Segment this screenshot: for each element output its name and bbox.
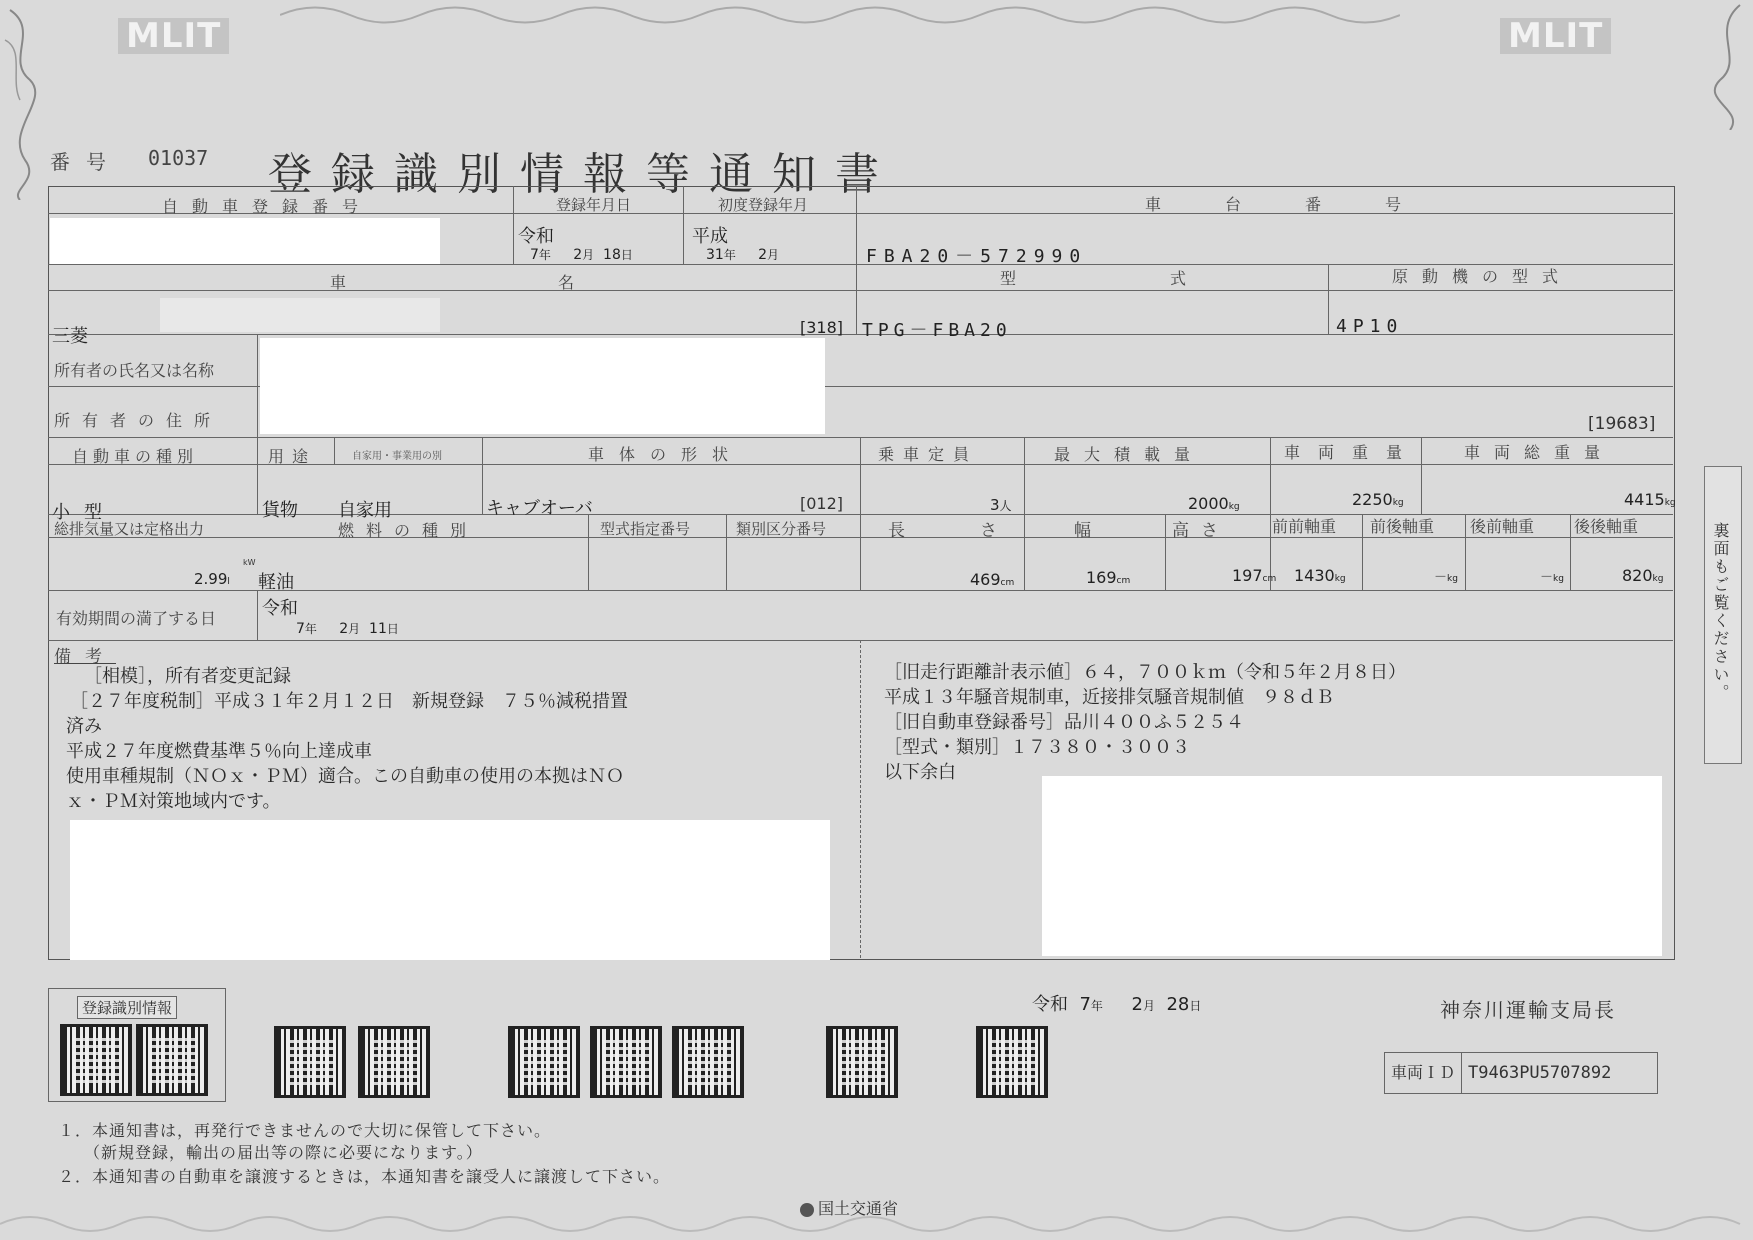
ministry-name: 国土交通省 [800,1196,898,1219]
ff-axle-value: 1430kg [1294,566,1346,585]
vehicle-type-label: 自動車の種別 [72,447,199,466]
max-load-value: 2000kg [1188,494,1240,513]
reg-date-label: 登録年月日 [556,196,632,214]
vehicle-id-box [1384,1052,1658,1094]
remarks-label: 備考 [54,647,116,667]
width-value: 169cm [1086,568,1131,587]
chassis-value: FBA20－572990 [866,246,1088,267]
chassis-label: 車台番号 [1145,195,1466,214]
height-label: 高さ [1172,521,1230,541]
car-name-label-2: 名 [558,273,583,292]
engine-label: 原動機の型式 [1392,267,1573,286]
model-label-2: 式 [1170,269,1195,288]
redacted-owner [260,338,825,434]
length-label-2: さ [980,521,997,541]
ministry-emblem-icon [800,1203,814,1217]
redacted-reg-number [50,218,440,264]
weight-label: 車両重量 [1284,443,1421,462]
remark-left-5: 使用車種規制（ＮＯｘ・ＰＭ）適合。この自動車の使用の本拠はＮＯ [66,766,624,787]
ornament-top-border [280,0,1400,30]
ornament-top-right [1690,0,1753,130]
number-value: 01037 [148,146,209,170]
use-label: 用途 [268,447,317,466]
rf-axle-label: 後前軸重 [1470,517,1535,536]
qr-code-8 [826,1026,898,1098]
expiry-era: 令和 [262,598,298,619]
max-load-label: 最大積載量 [1054,445,1205,464]
model-label-1: 型 [1000,269,1025,288]
body-label: 車体の形状 [588,445,744,464]
remark-right-3: ［旧自動車登録番号］品川４００ふ５２５４ [884,712,1244,733]
rr-axle-value: 820kg [1622,566,1664,585]
car-name-value: 三菱 [52,326,88,347]
qr-code-7 [672,1026,744,1098]
remark-left-6: ｘ・ＰＭ対策地域内です。 [66,791,281,812]
use-value: 貨物 [262,500,298,521]
vehicle-id-value: T9463PU5707892 [1468,1063,1612,1083]
length-value: 469cm [970,570,1015,589]
reg-day: 18 [603,247,621,263]
expiry-date: 7年 2月 11日 [296,621,399,637]
remark-left-1: ［相模］，所有者変更記録 [84,666,291,687]
side-note: 裏面もご覧ください。 [1711,522,1730,702]
width-label: 幅 [1074,521,1091,541]
length-label-1: 長 [888,521,905,541]
footer-note-2: ２．本通知書の自動車を譲渡するときは，本通知書を譲受人に譲渡して下さい。 [58,1167,671,1186]
owner-name-label: 所有者の氏名又は名称 [54,361,215,380]
qr-code-1 [60,1024,132,1096]
reg-month: 2 [573,247,583,263]
first-reg-date: 31年 2月 [706,247,780,263]
gross-weight-label: 車両総重量 [1464,443,1615,462]
vehicle-id-label: 車両ＩＤ [1385,1053,1462,1093]
engine-value: 4P10 [1336,316,1404,337]
qr-code-9 [976,1026,1048,1098]
qr-code-5 [508,1026,580,1098]
issue-date: 令和 7年 2月 28日 [1032,994,1202,1015]
remark-left-4: 平成２７年度燃費基準５％向上達成車 [66,741,372,762]
reg-number-label: 自動車登録番号 [162,197,373,216]
remarks-right [884,660,1406,785]
remark-left-2: ［２７年度税制］平成３１年２月１２日 新規登録 ７５％減税措置 [70,691,628,712]
remark-left-3: 済み [66,716,102,737]
height-value: 197cm [1232,566,1277,585]
reg-date: 7年 2月 18日 [530,247,633,263]
capacity-value: 3人 [990,496,1012,514]
issue-era: 令和 [1032,994,1068,1015]
remark-right-2: 平成１３年騒音規制車，近接排気騒音規制値 ９８ｄＢ [884,687,1334,708]
remarks-left [66,664,628,814]
footer-note-1b: （新規登録，輸出の届出等の際に必要になります。） [84,1143,483,1162]
issuer: 神奈川運輸支局長 [1440,998,1616,1022]
qr-code-6 [590,1026,662,1098]
redacted-remarks-left [70,820,830,960]
remark-right-4: ［型式・類別］１７３８０・３００３ [884,737,1190,758]
first-reg-era: 平成 [692,226,728,247]
fuel-label: 燃料の種別 [338,521,479,540]
fr-axle-value: －kg [1434,570,1458,585]
displacement-label: 総排気量又は定格出力 [54,520,205,538]
vehicle-type-value: 小型 [52,502,116,523]
first-reg-label: 初度登録年月 [718,196,809,214]
qr-label: 登録識別情報 [77,996,177,1019]
reg-year: 7 [530,247,539,263]
reg-era: 令和 [518,226,554,247]
first-reg-year: 31 [706,247,724,263]
qr-code-3 [274,1026,346,1098]
mlit-logo-right: MLIT [1500,18,1611,54]
fuel-value: 軽油 [258,572,294,593]
qr-code-4 [358,1026,430,1098]
owner-address-label: 所有者の住所 [54,411,223,430]
mlit-logo-left: MLIT [118,18,229,54]
capacity-label: 乗車定員 [878,445,979,464]
body-value: キャブオーバ [486,498,593,519]
footer-note-1: １．本通知書は，再発行できませんので大切に保管して下さい。 [58,1121,552,1140]
weight-value: 2250kg [1352,490,1404,509]
page-title: 登録識別情報等通知書 [268,149,898,200]
rf-axle-value: －kg [1540,570,1564,585]
expiry-label: 有効期間の満了する日 [56,609,217,628]
remark-right-5: 以下余白 [884,762,956,783]
rr-axle-label: 後後軸重 [1574,517,1639,536]
private-label: 自家用・事業用の別 [352,451,442,462]
redacted-car-name [160,298,440,332]
remark-right-1: ［旧走行距離計表示値］６４，７００ｋｍ（令和５年２月８日） [884,662,1406,683]
model-value: TPG－FBA20 [862,320,1012,341]
private-value: 自家用 [338,500,392,521]
gross-weight-value: 4415kg [1624,490,1676,509]
type-designation-label: 型式指定番号 [600,520,691,538]
qr-code-2 [136,1024,208,1096]
first-reg-month: 2 [758,247,768,263]
displacement-value: 2.99l [194,570,230,588]
number-label: 番号 [50,150,122,174]
redacted-remarks-right [1042,776,1662,956]
body-code: [012] [800,494,844,513]
ff-axle-label: 前前軸重 [1272,517,1337,536]
address-code: [19683] [1588,414,1656,434]
class-number-label: 類別区分番号 [736,520,827,538]
kw-unit: kW [243,558,256,567]
fr-axle-label: 前後軸重 [1370,517,1435,536]
car-code: [318] [800,318,844,337]
car-name-label-1: 車 [330,273,355,292]
